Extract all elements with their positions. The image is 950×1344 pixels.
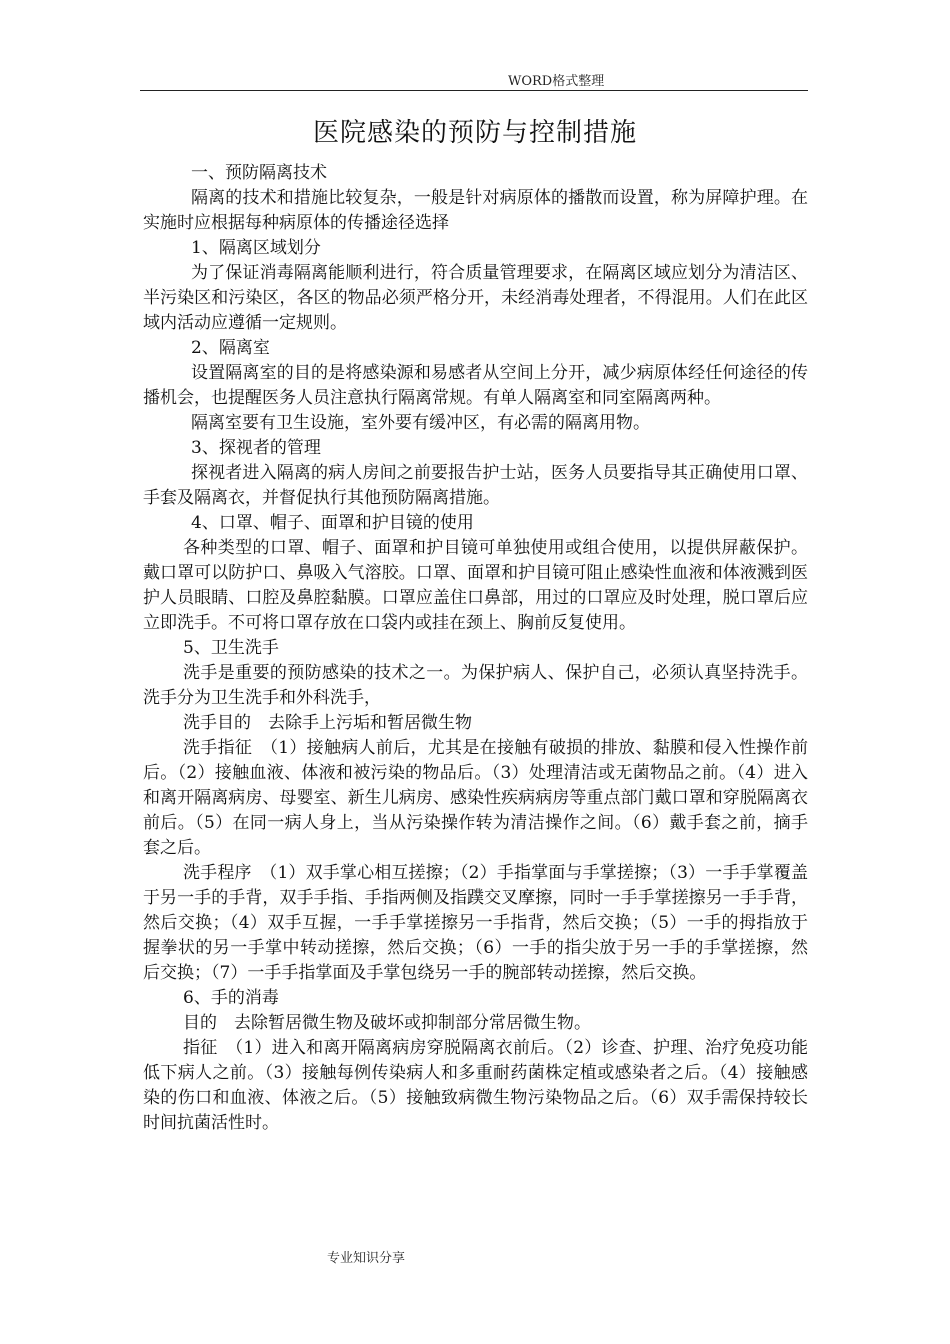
paragraph: 隔离室要有卫生设施，室外要有缓冲区，有必需的隔离用物。 xyxy=(191,413,650,433)
paragraph: 洗手指征 （1）接触病人前后，尤其是在接触有破损的排放、黏膜和侵入性操作前后。（2）接触血液、体液和被污染的物品后。（3）处理清洁或无菌物品之前。（4）进入和离开隔离病房、母婴室、新生儿病房、感染性疾病病房等重点部门戴口罩和穿脱隔离衣前后。（5）在同一病人身上，当从污染操作转为清洁操作之间。（6）戴手套之前，摘手套之后。 xyxy=(143,738,808,858)
paragraph: 一、预防隔离技术 xyxy=(191,163,327,183)
paragraph: 2、隔离室 xyxy=(191,338,270,358)
paragraph: 探视者进入隔离的病人房间之前要报告护士站，医务人员要指导其正确使用口罩、手套及隔离衣，并督促执行其他预防隔离措施。 xyxy=(143,463,808,508)
paragraph: 指征 （1）进入和离开隔离病房穿脱隔离衣前后。（2）诊查、护理、治疗免疫功能低下病人之前。（3）接触每例传染病人和多重耐药菌株定植或感染者之后。（4）接触感染的伤口和血液、体液之后。（5）接触致病微生物污染物品之后。（6）双手需保持较长时间抗菌活性时。 xyxy=(143,1038,808,1133)
paragraph: 3、探视者的管理 xyxy=(191,438,321,458)
paragraph: 4、口罩、帽子、面罩和护目镜的使用 xyxy=(191,513,474,533)
page-footer: 专业知识分享 xyxy=(327,1251,406,1266)
header-text: WORD格式整理 xyxy=(508,74,605,89)
paragraph: 6、手的消毒 xyxy=(183,988,279,1008)
paragraph: 各种类型的口罩、帽子、面罩和护目镜可单独使用或组合使用，以提供屏蔽保护。戴口罩可以防护口、鼻吸入气溶胶。口罩、面罩和护目镜可阻止感染性血液和体液溅到医护人员眼睛、口腔及鼻腔黏膜。口罩应盖住口鼻部，用过的口罩应及时处理，脱口罩后应立即洗手。不可将口罩存放在口袋内或挂在颈上、胸前反复使用。 xyxy=(143,538,808,633)
paragraph: 设置隔离室的目的是将感染源和易感者从空间上分开，减少病原体经任何途径的传播机会，也提醒医务人员注意执行隔离常规。有单人隔离室和同室隔离两种。 xyxy=(143,363,808,408)
paragraph: 目的 去除暂居微生物及破坏或抑制部分常居微生物。 xyxy=(183,1013,591,1033)
paragraph: 5、卫生洗手 xyxy=(183,638,279,658)
paragraph: 隔离的技术和措施比较复杂，一般是针对病原体的播散而设置，称为屏障护理。在实施时应根据每种病原体的传播途径选择 xyxy=(143,188,808,233)
paragraph: 为了保证消毒隔离能顺利进行，符合质量管理要求，在隔离区域应划分为清洁区、半污染区和污染区，各区的物品必须严格分开，未经消毒处理者，不得混用。人们在此区域内活动应遵循一定规则。 xyxy=(143,263,808,333)
paragraph: 洗手是重要的预防感染的技术之一。为保护病人、保护自己，必须认真坚持洗手。洗手分为卫生洗手和外科洗手， xyxy=(143,663,808,708)
paragraph: 1、隔离区域划分 xyxy=(191,238,321,258)
page-header xyxy=(140,68,808,91)
document-title: 医院感染的预防与控制措施 xyxy=(312,118,637,148)
paragraph: 洗手程序 （1）双手掌心相互搓擦；（2）手指掌面与手掌搓擦；（3）一手手掌覆盖于另一手的手背，双手手指、手指两侧及指蹼交叉摩擦，同时一手手掌搓擦另一手手背，然后交换；（4）双手互握，一手手掌搓擦另一手指背，然后交换；（5）一手的拇指放于握拳状的另一手掌中转动搓擦，然后交换；（6）一手的指尖放于另一手的手掌搓擦，然后交换；（7）一手手指掌面及手掌包绕另一手的腕部转动搓擦，然后交换。 xyxy=(143,863,808,983)
paragraph: 洗手目的 去除手上污垢和暂居微生物 xyxy=(183,713,472,733)
document-body xyxy=(143,161,808,1136)
